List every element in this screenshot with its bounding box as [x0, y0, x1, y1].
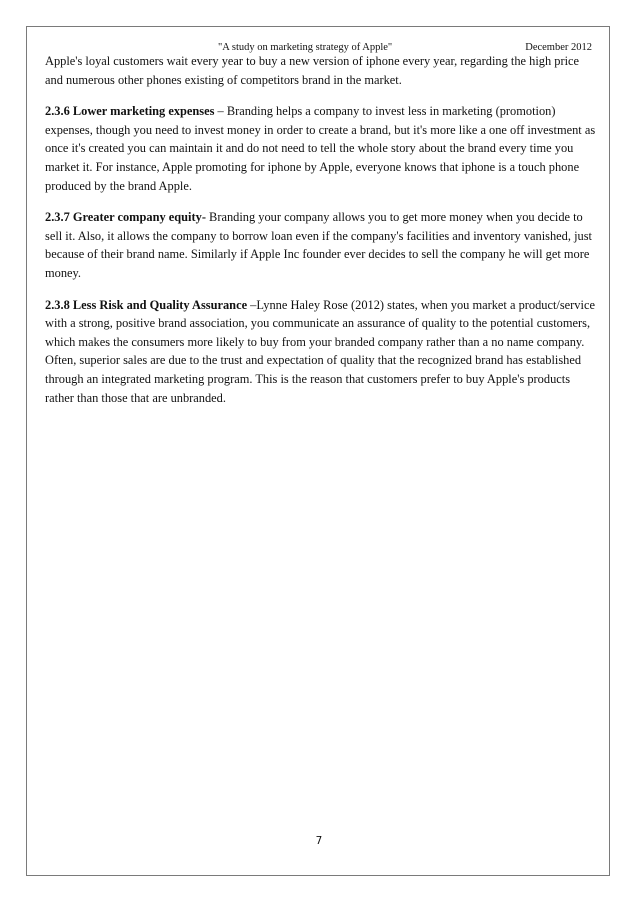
paragraph-body: Branding your company allows you to get more money when you decide to sell it. Also, it allows the company to borrow loan even if the company's facilities and inventory vanished, just because of their brand name. Similarly if Apple Inc founder ever decides to sell the company he will get more money.: [45, 210, 592, 280]
page-number: 7: [315, 835, 323, 847]
header-date: December 2012: [525, 42, 592, 53]
header-title: "A study on marketing strategy of Apple": [218, 42, 393, 53]
paragraph-less-risk-quality-assurance: [45, 296, 598, 408]
paragraph-intro: [45, 52, 598, 89]
paragraph-body: – Branding helps a company to invest less in marketing (promotion) expenses, though you need to invest money in order to create a brand, but it's more like a one off investment as once it's created you can maintain it and do not need to tell the whole story about the brand every time you market it. For instance, Apple promoting for iphone by Apple, everyone knows that iphone is a touch phone produced by the brand Apple.: [45, 104, 596, 193]
document-body: [45, 52, 598, 420]
paragraph-body: Apple's loyal customers wait every year to buy a new version of iphone every year, regarding the high price and numerous other phones existing of competitors brand in the market.: [45, 54, 580, 87]
section-heading: 2.3.7 Greater company equity-: [45, 210, 206, 225]
paragraph-lower-marketing-expenses: [45, 102, 598, 195]
paragraph-body: –Lynne Haley Rose (2012) states, when you market a product/service with a strong, positive brand association, you communicate an assurance of quality to the potential customers, which makes the consumers more likely to buy from your branded company rather than a no name company. Often, superior sales are due to the trust and expectation of quality that the recognized brand has established through an integrated marketing program. This is the reason that customers prefer to buy Apple's products rather than those that are unbranded.: [45, 297, 595, 405]
section-heading: 2.3.6 Lower marketing expenses: [45, 104, 215, 119]
section-heading: 2.3.8 Less Risk and Quality Assurance: [45, 297, 248, 312]
paragraph-greater-company-equity: [45, 208, 598, 282]
